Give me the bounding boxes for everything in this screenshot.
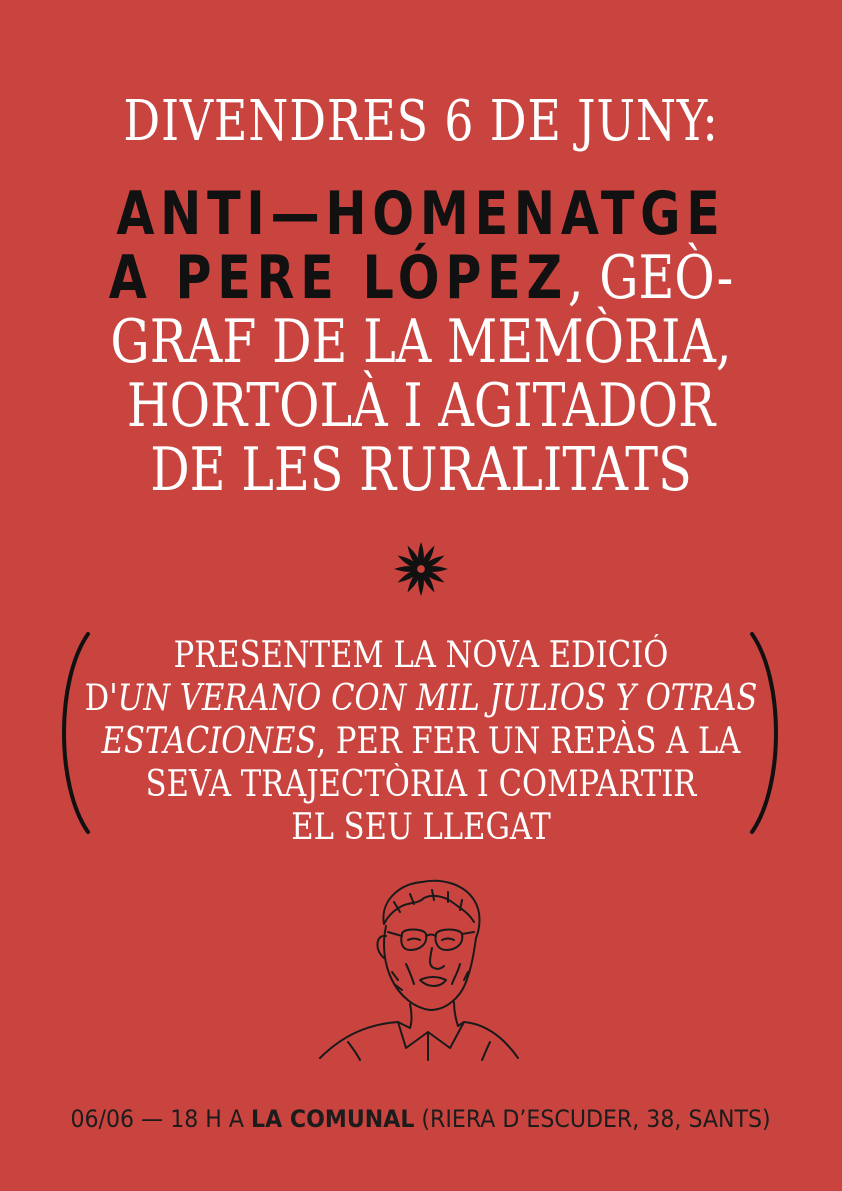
footer-time: 06/06 — 18 H A <box>70 1105 252 1133</box>
title-line-5: DE LES RURALITATS <box>150 435 692 505</box>
title-bold-line-2: A PERE LÓPEZ <box>108 243 568 313</box>
presentation-line-3-rest: , PER FER UN REPÀS A LA <box>316 721 741 762</box>
starburst-icon <box>392 540 450 598</box>
presentation-text <box>0 634 842 849</box>
presentation-line-4: SEVA TRAJECTÒRIA I COMPARTIR <box>145 764 697 805</box>
presentation-prefix: D' <box>84 678 118 719</box>
title-bold-line-1: ANTI—HOMENATGE <box>116 179 726 249</box>
venue-name: LA COMUNAL <box>251 1105 415 1133</box>
title-row-2 <box>76 243 766 313</box>
presentation-line-2 <box>63 677 779 720</box>
title-line-3: GRAF DE LA MEMÒRIA, <box>110 307 732 377</box>
title-row-1 <box>76 179 766 249</box>
event-title <box>0 179 842 505</box>
book-title-line-1: UN VERANO CON MIL JULIOS Y OTRAS <box>117 678 758 719</box>
event-date: DIVENDRES 6 DE JUNY: <box>123 89 719 154</box>
presentation-line-5: EL SEU LLEGAT <box>291 807 551 848</box>
footer-inner <box>71 1102 771 1136</box>
presentation-line-1: PRESENTEM LA NOVA EDICIÓ <box>173 635 669 676</box>
title-line-4: HORTOLÀ I AGITADOR <box>126 371 716 441</box>
portrait-illustration <box>314 872 524 1062</box>
venue-address: (RIERA D’ESCUDER, 38, SANTS) <box>414 1105 772 1133</box>
event-footer <box>0 1102 842 1136</box>
presentation-line-3 <box>63 720 779 763</box>
title-line-2-rest: , GEÒ- <box>567 243 734 313</box>
book-title-line-2: ESTACIONES <box>101 721 317 762</box>
